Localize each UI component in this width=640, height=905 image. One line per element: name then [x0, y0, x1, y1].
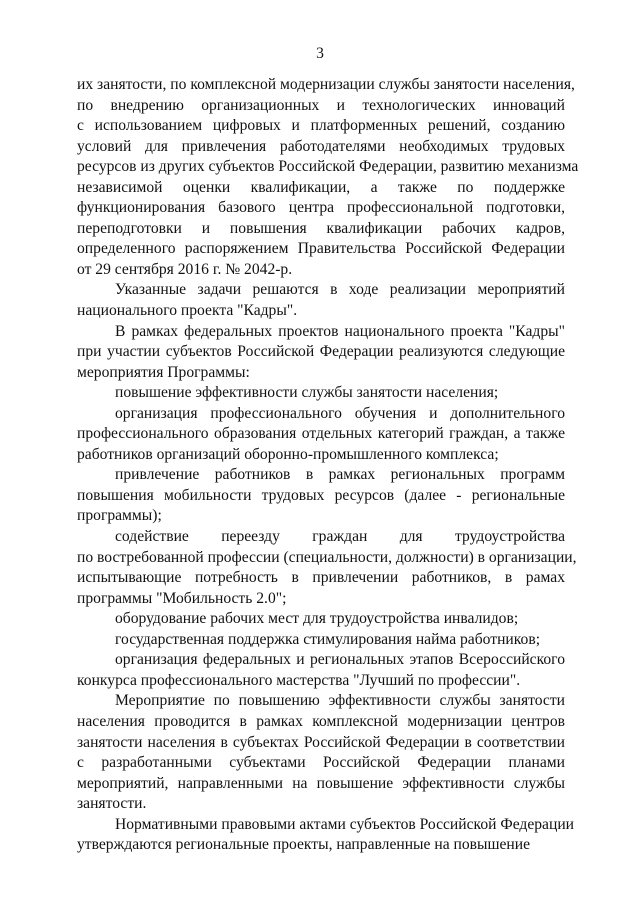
- paragraph: [77, 650, 565, 691]
- text-line: мероприятия Программы:: [77, 363, 250, 381]
- text-line: государственная поддержка стимулирования найма работников;: [115, 630, 541, 648]
- text-line: работников организаций оборонно-промышленного комплекса;: [77, 445, 499, 463]
- text-line: их занятости, по комплексной модернизации службы занятости населения,: [77, 76, 575, 93]
- text-line: мероприятий, направленными на повышение эффективности службы: [77, 774, 565, 792]
- text-line: с использованием цифровых и платформенных решений, созданию: [77, 117, 565, 135]
- text-line: программы);: [77, 507, 162, 525]
- text-line: организация профессионального обучения и дополнительного: [115, 404, 565, 422]
- text-line: Мероприятие по повышению эффективности службы занятости: [115, 692, 565, 710]
- paragraph: [77, 404, 565, 466]
- text-line: условий для привлечения работодателями необходимых трудовых: [77, 137, 565, 155]
- text-line: испытывающие потребность в привлечении работников, в рамах: [77, 569, 565, 587]
- text-line: от 29 сентября 2016 г. № 2042-р.: [77, 260, 293, 278]
- text-line: по востребованной профессии (специальности, должности) в организации,: [77, 548, 577, 566]
- page-number: 3: [316, 45, 324, 62]
- text-line: с разработанными субъектами Российской Федерации планами: [77, 754, 565, 772]
- text-line: ресурсов из других субъектов Российской Федерации, развитию механизма: [77, 158, 579, 176]
- text-line: при участии субъектов Российской Федерации реализуются следующие: [77, 343, 565, 361]
- paragraph: [77, 815, 575, 856]
- text-line: привлечение работников в рамках региональных программ: [115, 466, 565, 484]
- text-line: повышения мобильности трудовых ресурсов (далее - региональные: [77, 486, 565, 504]
- paragraph: [77, 691, 565, 814]
- text-line: занятости.: [77, 795, 147, 813]
- text-line: национального проекта "Кадры".: [77, 302, 298, 320]
- text-line: переподготовки и повышения квалификации рабочих кадров,: [77, 219, 565, 237]
- text-line: Нормативными правовыми актами субъектов Российской Федерации: [115, 815, 575, 833]
- paragraph: [77, 630, 565, 651]
- text-line: занятости населения в субъектах Российской Федерации в соответствии: [77, 733, 565, 751]
- text-line: независимой оценки квалификации, а также по поддержке: [77, 178, 565, 196]
- text-line: определенного распоряжением Правительства Российской Федерации: [77, 240, 565, 258]
- text-line: Указанные задачи решаются в ходе реализации мероприятий: [115, 281, 565, 299]
- text-line: программы "Мобильность 2.0";: [77, 589, 287, 607]
- text-line: В рамках федеральных проектов национального проекта "Кадры": [115, 322, 565, 340]
- paragraph: [77, 280, 565, 321]
- paragraph: [77, 609, 565, 630]
- text-line: населения проводится в рамках комплексной модернизации центров: [77, 712, 565, 730]
- text-line: организация федеральных и региональных этапов Всероссийского: [115, 651, 565, 669]
- text-line: конкурса профессионального мастерства "Лучший по профессии".: [77, 671, 521, 689]
- text-line: утверждаются региональные проекты, направленные на повышение: [77, 836, 531, 854]
- text-line: оборудование рабочих мест для трудоустройства инвалидов;: [115, 610, 519, 628]
- text-line: функционирования базового центра профессиональной подготовки,: [77, 199, 565, 217]
- text-line: содействие переезду граждан для трудоустройства: [115, 528, 565, 546]
- paragraph: [77, 465, 565, 527]
- paragraph: [77, 75, 579, 280]
- text-line: по внедрению организационных и технологических инноваций: [77, 96, 565, 114]
- paragraph: [77, 527, 577, 609]
- paragraph: [77, 383, 565, 404]
- paragraph: [77, 322, 565, 384]
- document-body: [77, 75, 579, 856]
- text-line: профессионального образования отдельных категорий граждан, а также: [77, 425, 565, 443]
- text-line: повышение эффективности службы занятости населения;: [115, 384, 499, 402]
